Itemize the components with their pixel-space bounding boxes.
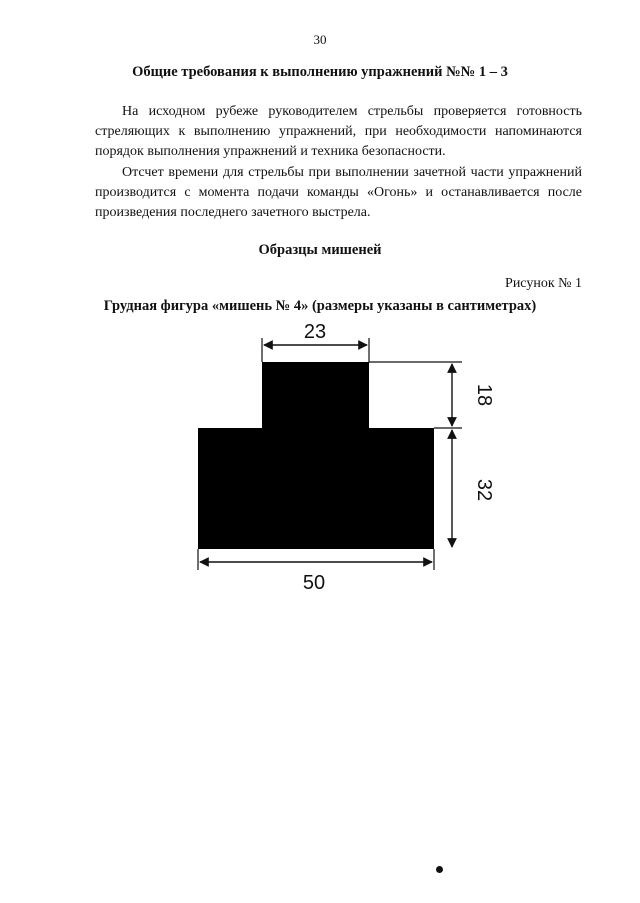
dim-label-top-height: 18 [473, 383, 495, 407]
dim-label-bottom-height: 32 [473, 478, 495, 502]
paragraph-1: На исходном рубеже руководителем стрельбы проверяется готовность стреляющих к выполнению упражнений, при необходимости напоминаются порядок выполнения упражнений и техника безопасности. [95, 104, 582, 159]
ink-dot [436, 866, 443, 873]
section-title: Общие требования к выполнению упражнений №№ 1 – 3 [132, 64, 508, 80]
section-subtitle: Образцы мишеней [258, 242, 382, 258]
target-silhouette [198, 362, 434, 549]
figure-caption: Грудная фигура «мишень № 4» (размеры указаны в сантиметрах) [103, 298, 537, 314]
figure-label: Рисунок № 1 [505, 276, 582, 291]
paragraph-2: Отсчет времени для стрельбы при выполнении зачетной части упражнений производится с момента подачи команды «Огонь» и останавливается после произведения последнего зачетного выстрела. [95, 165, 582, 220]
page-number: 30 [313, 32, 327, 47]
dim-label-top-width: 23 [303, 321, 327, 343]
dim-label-bottom-width: 50 [302, 572, 326, 594]
